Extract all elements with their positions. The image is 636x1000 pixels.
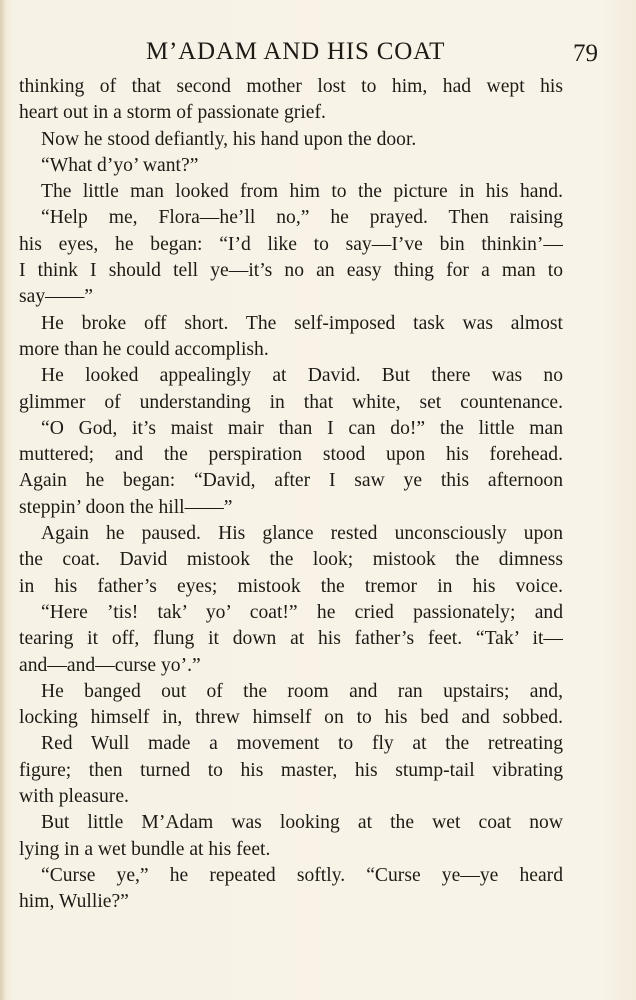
text-line: “What d’yo’ want?” bbox=[41, 154, 199, 176]
text-line: muttered; and the perspiration stood upon his forehead. bbox=[19, 444, 563, 466]
text-line: tearing it off, flung it down at his father’s feet. “Tak’ it— bbox=[19, 628, 563, 650]
text-line: lying in a wet bundle at his feet. bbox=[19, 838, 271, 860]
text-line: Again he paused. His glance rested unconsciously upon bbox=[41, 523, 563, 545]
text-line: glimmer of understanding in that white, set countenance. bbox=[19, 391, 563, 413]
text-line: figure; then turned to his master, his stump-tail vibrating bbox=[19, 759, 563, 781]
text-line: “Here ’tis! tak’ yo’ coat!” he cried passionately; and bbox=[41, 601, 563, 623]
text-line: The little man looked from him to the picture in his hand. bbox=[41, 181, 563, 203]
text-line: his eyes, he began: “I’d like to say—I’ve bin thinkin’— bbox=[19, 233, 563, 255]
text-line: say——” bbox=[19, 286, 94, 308]
text-line: steppin’ doon the hill——” bbox=[19, 496, 233, 518]
spine-shadow bbox=[0, 0, 6, 1000]
text-line: I think I should tell ye—it’s no an easy thing for a man to bbox=[19, 260, 563, 282]
running-head-title: M’ADAM AND HIS COAT bbox=[146, 38, 446, 65]
running-head bbox=[18, 38, 598, 74]
text-line: and—and—curse yo’.” bbox=[19, 654, 201, 676]
text-line: the coat. David mistook the look; mistook the dimness bbox=[19, 549, 563, 571]
text-line: “Help me, Flora—he’ll no,” he prayed. Then raising bbox=[41, 207, 563, 229]
text-line: “O God, it’s maist mair than I can do!” the little man bbox=[41, 417, 563, 439]
text-line: heart out in a storm of passionate grief. bbox=[19, 102, 326, 124]
text-line: “Curse ye,” he repeated softly. “Curse ye—ye heard bbox=[41, 864, 563, 886]
text-line: with pleasure. bbox=[19, 786, 129, 808]
text-line: He banged out of the room and ran upstairs; and, bbox=[41, 680, 563, 702]
text-line: in his father’s eyes; mistook the tremor in his voice. bbox=[19, 575, 563, 597]
text-line: But little M’Adam was looking at the wet coat now bbox=[41, 812, 563, 834]
text-line: He broke off short. The self-imposed task was almost bbox=[41, 312, 563, 334]
text-line: Now he stood defiantly, his hand upon the door. bbox=[41, 128, 417, 150]
text-line: more than he could accomplish. bbox=[19, 338, 269, 360]
text-line: him, Wullie?” bbox=[19, 891, 129, 913]
body-text bbox=[19, 74, 563, 916]
text-line: He looked appealingly at David. But there was no bbox=[41, 365, 563, 387]
text-line: Again he began: “David, after I saw ye this afternoon bbox=[19, 470, 563, 492]
text-line: Red Wull made a movement to fly at the retreating bbox=[41, 733, 563, 755]
text-line: thinking of that second mother lost to him, had wept his bbox=[19, 76, 563, 97]
page-number: 79 bbox=[573, 40, 598, 67]
text-line: locking himself in, threw himself on to his bed and sobbed. bbox=[19, 707, 563, 729]
